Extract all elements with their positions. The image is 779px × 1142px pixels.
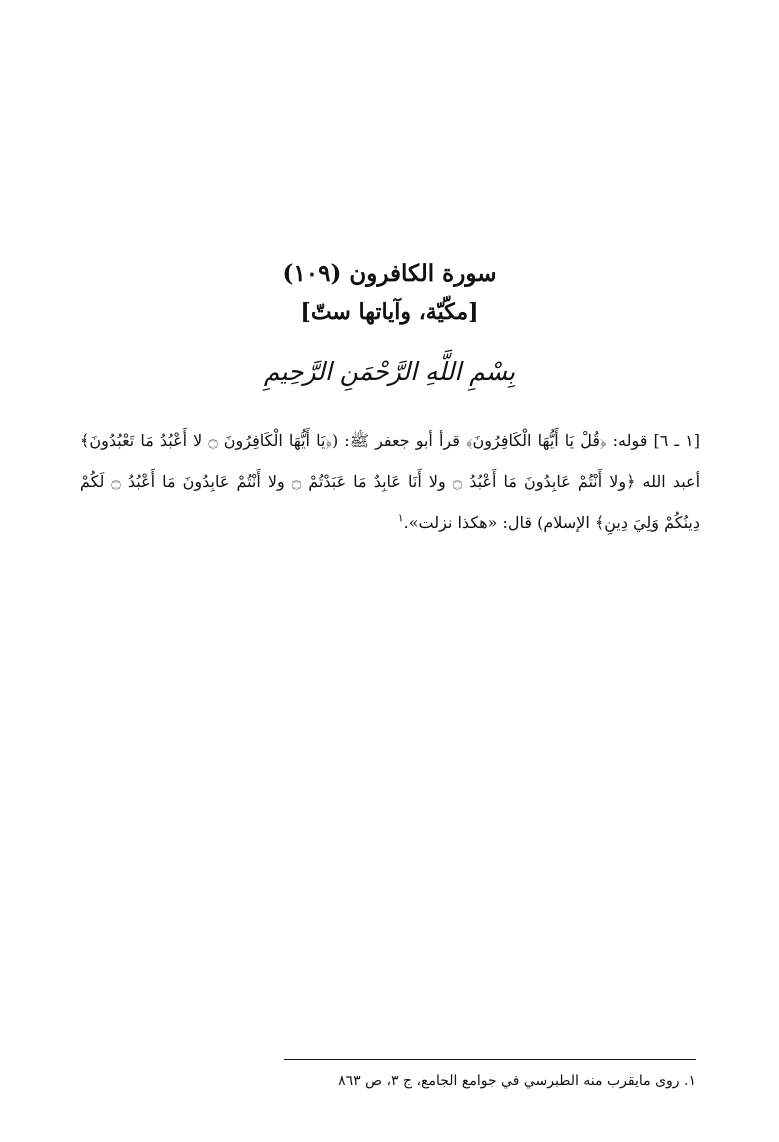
commentary-text: [١ ـ ٦] قوله: ﴿قُلْ يَا أَيُّهَا الْكَافِرُونَ﴾ قرأ أبو جعفر ﷺ: (﴿يَا أَيُّهَا الْكَافِرُونَ ۝ لا أَعْبُدُ مَا تَعْبُدُونَ﴾ أعبد الله ﴿ولا أَنْتُمْ عَابِدُونَ مَا أَعْبُدُ ۝ ولا أَنَا عَابِدٌ مَا عَبَدْتُمْ ۝ ولا أَنْتُمْ عَابِدُونَ مَا أَعْبُدُ ۝ لَكُمْ دِينُكُمْ وَلِيَ دِينِ﴾ الإسلام) قال: «هكذا نزلت».	[80, 431, 701, 532]
surah-title: سورة الكافرون (١٠٩)	[282, 260, 497, 287]
footnote: ١. روى مايقرب منه الطبرسي في جوامع الجامع، ج ٣، ص ٨٦٣	[338, 1073, 696, 1089]
surah-subtitle: [مكّيّة، وآياتها ستّ]	[300, 299, 479, 325]
commentary-paragraph	[80, 420, 700, 543]
footnote-divider	[284, 1059, 696, 1060]
basmala-calligraphy: بِسْمِ اللَّهِ الرَّحْمَنِ الرَّحِيمِ	[263, 357, 516, 386]
footnote-reference[interactable]: ١	[397, 511, 404, 525]
